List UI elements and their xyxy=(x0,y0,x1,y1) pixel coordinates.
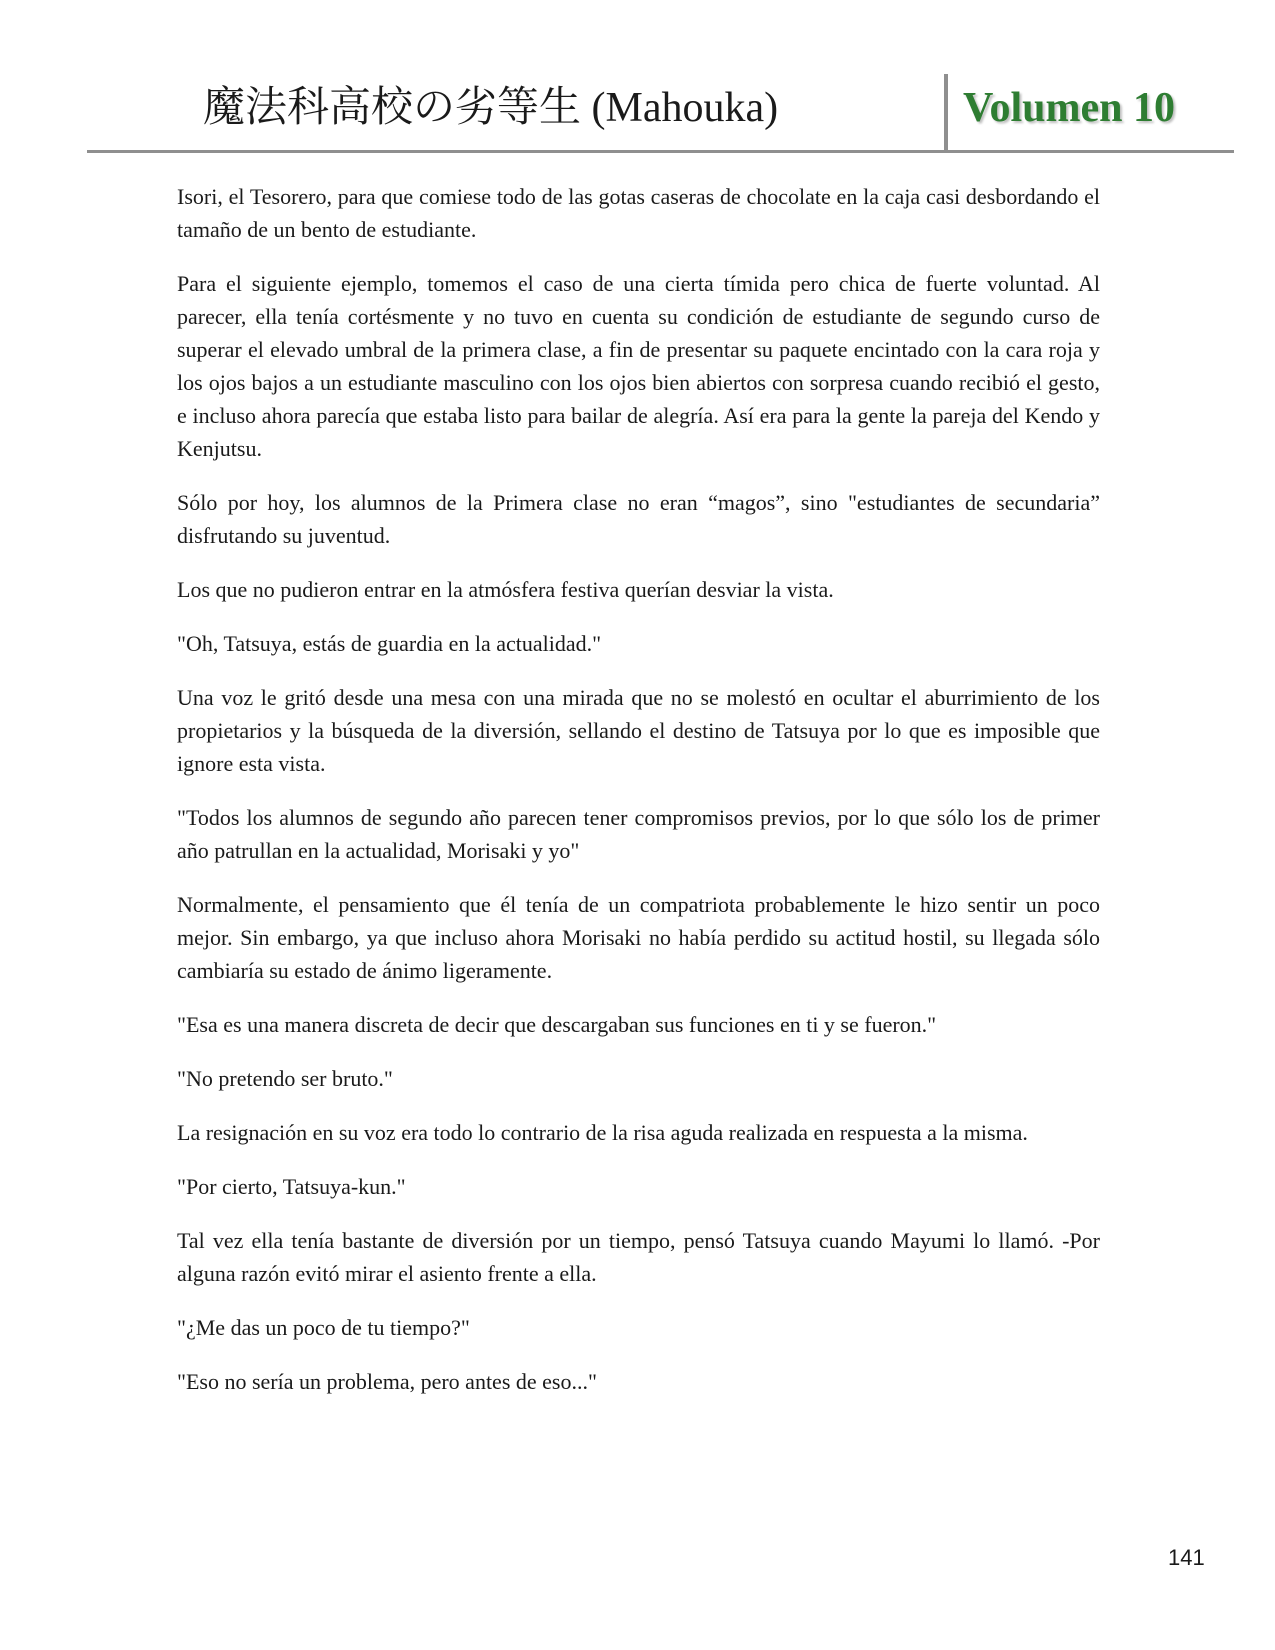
paragraph: "No pretendo ser bruto." xyxy=(177,1066,393,1091)
header-rule xyxy=(87,150,1234,153)
paragraph: Isori, el Tesorero, para que comiese todo de las gotas caseras de chocolate en la caja casi desbordando el tamaño de un bento de estudiante. xyxy=(177,184,1100,242)
page-number: 141 xyxy=(1168,1545,1205,1570)
paragraph: "Oh, Tatsuya, estás de guardia en la actualidad." xyxy=(177,631,602,656)
paragraph: "Eso no sería un problema, pero antes de eso..." xyxy=(177,1369,597,1394)
paragraph: Tal vez ella tenía bastante de diversión por un tiempo, pensó Tatsuya cuando Mayumi lo llamó. -Por alguna razón evitó mirar el asiento frente a ella. xyxy=(177,1228,1100,1286)
volume-label: Volumen 10 xyxy=(963,85,1175,131)
page-body xyxy=(177,180,1100,1419)
paragraph: Para el siguiente ejemplo, tomemos el caso de una cierta tímida pero chica de fuerte voluntad. Al parecer, ella tenía cortésmente y no tuvo en cuenta su condición de estudiante de segundo curso de superar el elevado umbral de la primera clase, a fin de presentar su paquete encintado con la cara roja y los ojos bajos a un estudiante masculino con los ojos bien abiertos con sorpresa cuando recibió el gesto, e incluso ahora parecía que estaba listo para bailar de alegría. Así era para la gente la pareja del Kendo y Kenjutsu. xyxy=(177,271,1100,461)
paragraph: "¿Me das un poco de tu tiempo?" xyxy=(177,1315,470,1340)
paragraph: "Por cierto, Tatsuya-kun." xyxy=(177,1174,406,1199)
paragraph: Una voz le gritó desde una mesa con una mirada que no se molestó en ocultar el aburrimiento de los propietarios y la búsqueda de la diversión, sellando el destino de Tatsuya por lo que es imposible que ignore esta vista. xyxy=(177,685,1100,776)
paragraph: Normalmente, el pensamiento que él tenía de un compatriota probablemente le hizo sentir un poco mejor. Sin embargo, ya que incluso ahora Morisaki no había perdido su actitud hostil, su llegada sólo cambiaría su estado de ánimo ligeramente. xyxy=(177,892,1100,983)
header-divider xyxy=(944,74,948,152)
paragraph: La resignación en su voz era todo lo contrario de la risa aguda realizada en respuesta a la misma. xyxy=(177,1120,1028,1145)
paragraph: Sólo por hoy, los alumnos de la Primera clase no eran “magos”, sino "estudiantes de secundaria” disfrutando su juventud. xyxy=(177,490,1100,548)
page-header xyxy=(87,70,1234,152)
paragraph: "Todos los alumnos de segundo año parecen tener compromisos previos, por lo que sólo los de primer año patrullan en la actualidad, Morisaki y yo" xyxy=(177,805,1100,863)
paragraph: "Esa es una manera discreta de decir que descargaban sus funciones en ti y se fueron." xyxy=(177,1012,937,1037)
paragraph: Los que no pudieron entrar en la atmósfera festiva querían desviar la vista. xyxy=(177,577,834,602)
book-title: 魔法科高校の劣等生 (Mahouka) xyxy=(203,85,779,131)
